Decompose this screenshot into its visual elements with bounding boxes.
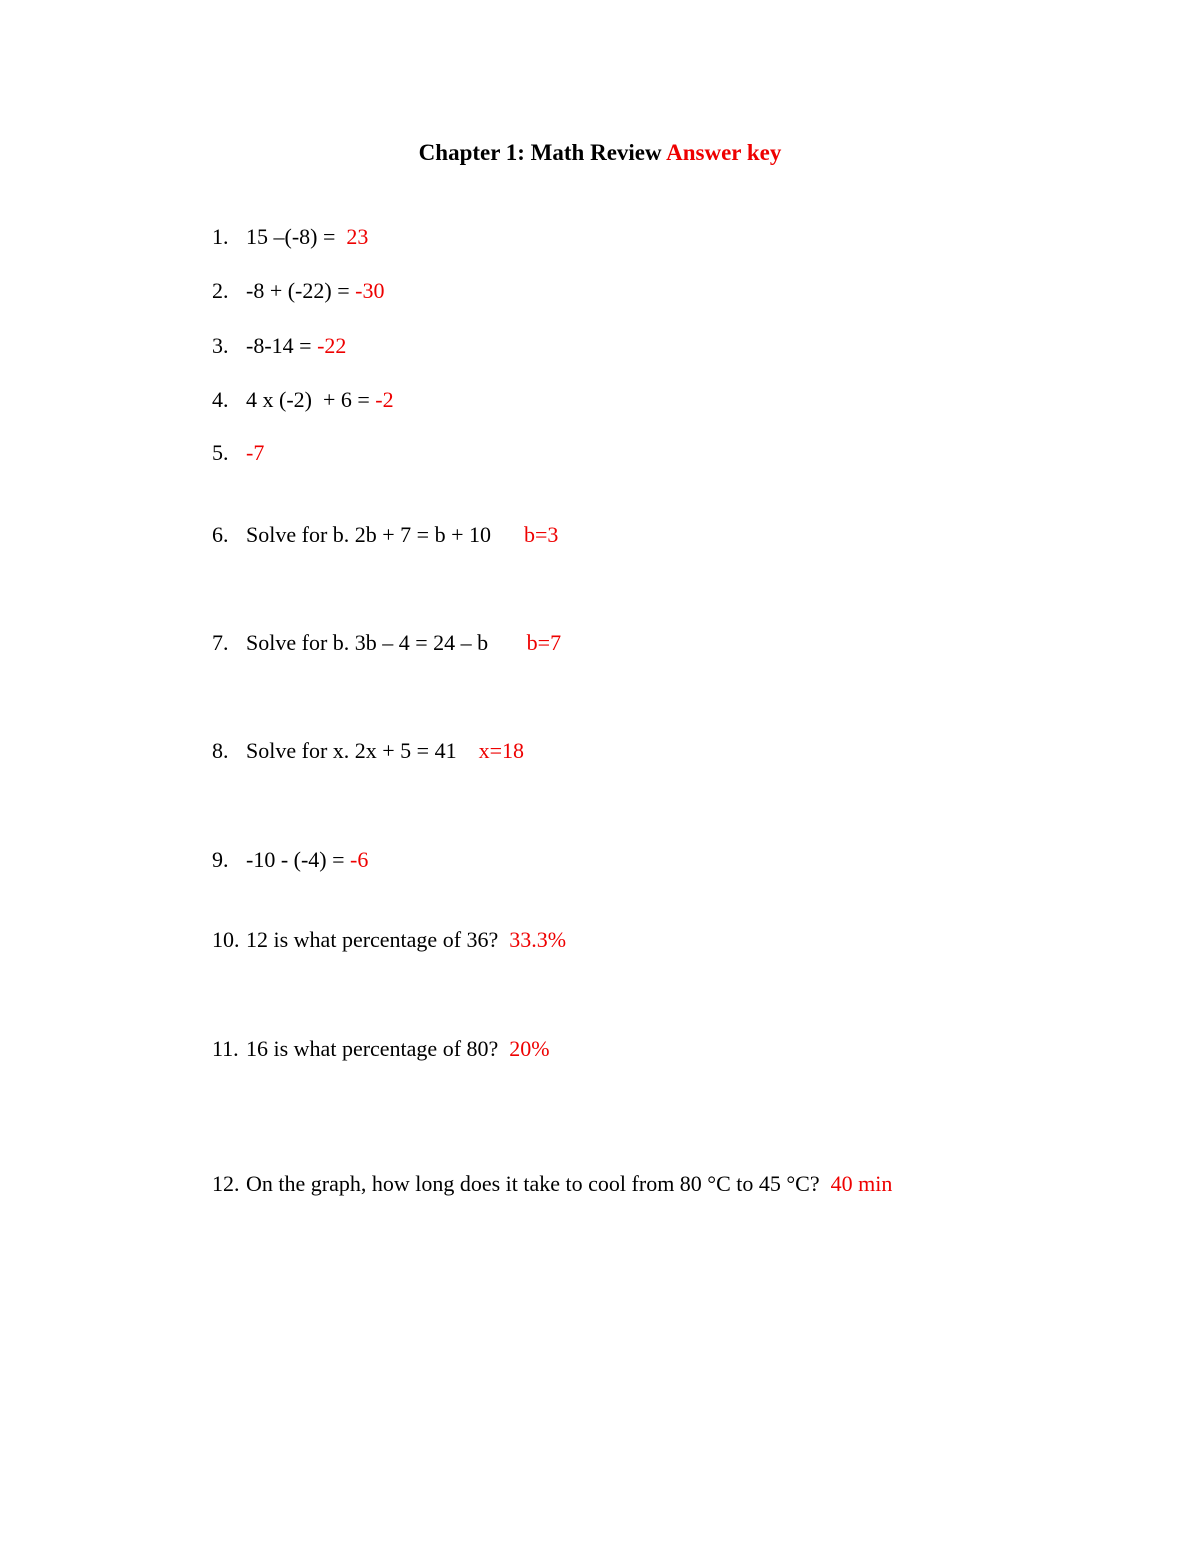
question-number: 11. (212, 1036, 239, 1061)
question-number: 6. (212, 522, 229, 547)
question-answer: -30 (355, 278, 385, 303)
question-text: -8-14 = (246, 333, 318, 358)
question-text: 15 –(-8) = (246, 224, 347, 249)
question-6 (212, 519, 558, 551)
question-3 (212, 330, 346, 362)
question-answer: -22 (317, 333, 347, 358)
question-answer: -2 (375, 387, 394, 412)
question-text: Solve for b. 3b – 4 = 24 – b (246, 630, 527, 655)
question-number: 7. (212, 630, 229, 655)
question-number: 4. (212, 387, 229, 412)
question-text: 16 is what percentage of 80? (246, 1036, 510, 1061)
question-answer: b=3 (524, 522, 559, 547)
question-9 (212, 844, 368, 876)
question-12 (212, 1168, 892, 1200)
question-answer: 33.3% (509, 927, 567, 952)
question-11 (212, 1033, 550, 1065)
question-answer: 20% (509, 1036, 550, 1061)
question-number: 12. (212, 1171, 240, 1196)
question-7 (212, 627, 561, 659)
question-number: 1. (212, 224, 229, 249)
title-answer-key: Answer key (666, 140, 782, 165)
question-10 (212, 924, 566, 956)
question-number: 9. (212, 847, 229, 872)
question-answer: 40 min (830, 1171, 893, 1196)
question-answer: x=18 (478, 738, 525, 763)
question-text: Solve for b. 2b + 7 = b + 10 (246, 522, 524, 547)
question-answer: 23 (346, 224, 369, 249)
question-8 (212, 735, 524, 767)
question-text: Solve for x. 2x + 5 = 41 (246, 738, 479, 763)
question-text: 4 x (-2) + 6 = (246, 387, 376, 412)
question-answer: -7 (246, 440, 265, 465)
question-4 (212, 384, 394, 416)
question-number: 8. (212, 738, 229, 763)
question-text: -8 + (-22) = (246, 278, 356, 303)
title-main: Chapter 1: Math Review (418, 140, 667, 165)
question-answer: -6 (350, 847, 369, 872)
page-title (0, 140, 1200, 166)
question-number: 3. (212, 333, 229, 358)
question-text: On the graph, how long does it take to cool from 80 °C to 45 °C? (246, 1171, 831, 1196)
question-1 (212, 221, 368, 253)
question-number: 2. (212, 278, 229, 303)
question-2 (212, 275, 384, 307)
question-number: 5. (212, 440, 229, 465)
question-number: 10. (212, 927, 240, 952)
question-text: -10 - (-4) = (246, 847, 351, 872)
question-text: 12 is what percentage of 36? (246, 927, 510, 952)
question-5 (212, 437, 264, 469)
question-answer: b=7 (526, 630, 562, 655)
